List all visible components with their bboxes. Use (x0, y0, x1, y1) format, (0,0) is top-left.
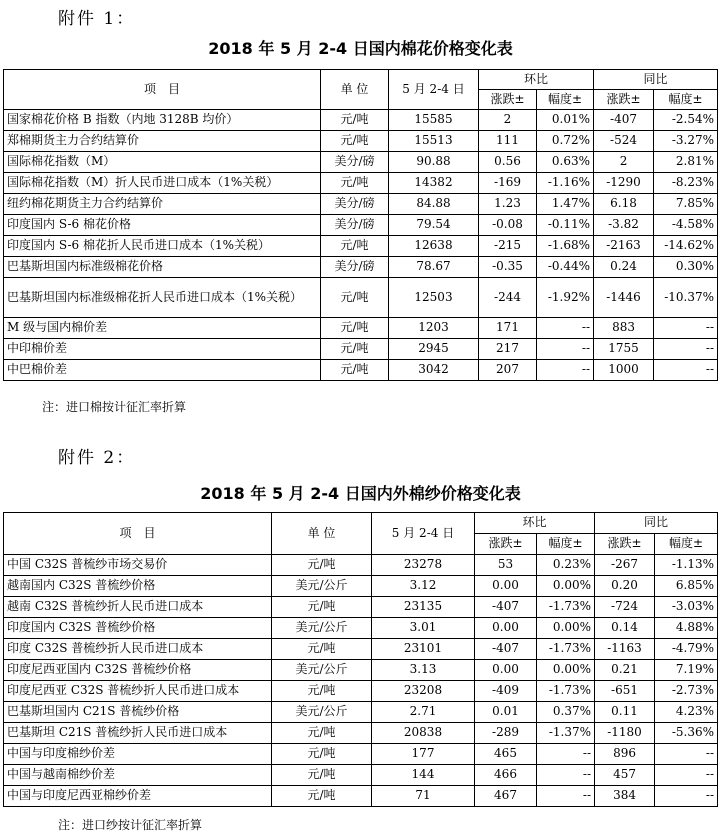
cell-item: 国际棉花指数（M）折人民币进口成本（1%关税） (4, 173, 321, 194)
cell-mom-change: 217 (479, 339, 537, 360)
cell-unit: 美分/磅 (321, 257, 389, 278)
cell-yoy-pct: 2.81% (654, 152, 718, 173)
cell-yoy-pct: 0.30% (654, 257, 718, 278)
cell-yoy-pct: -- (655, 744, 718, 765)
cell-unit: 美元/公斤 (272, 576, 372, 597)
cell-item: 中巴棉价差 (4, 360, 321, 381)
cell-yoy-pct: -- (655, 786, 718, 807)
cell-mom-change: 465 (475, 744, 537, 765)
table-row (4, 639, 718, 660)
annex1-label: 附件 1： (58, 9, 136, 29)
cell-yoy-change: -1446 (594, 278, 654, 318)
cell-mom-pct: -- (537, 339, 594, 360)
cell-value: 12638 (389, 236, 479, 257)
table-row (4, 597, 718, 618)
cell-unit: 元/吨 (321, 173, 389, 194)
cell-mom-change: 207 (479, 360, 537, 381)
header-mom-change: 涨跌± (479, 90, 537, 110)
cell-yoy-pct: -2.73% (655, 681, 718, 702)
cell-yoy-pct: -8.23% (654, 173, 718, 194)
table-row (4, 555, 718, 576)
cell-mom-pct: 0.23% (537, 555, 595, 576)
header-yoy-change: 涨跌± (594, 90, 654, 110)
cell-unit: 元/吨 (272, 723, 372, 744)
cell-mom-change: 53 (475, 555, 537, 576)
table-row (4, 131, 718, 152)
cell-unit: 美元/公斤 (272, 702, 372, 723)
cell-yoy-pct: -- (654, 318, 718, 339)
cell-yoy-change: -3.82 (594, 215, 654, 236)
cell-unit: 元/吨 (272, 639, 372, 660)
cell-unit: 元/吨 (321, 318, 389, 339)
cell-yoy-pct: -- (655, 765, 718, 786)
table-row (4, 360, 718, 381)
cell-mom-pct: -1.73% (537, 597, 595, 618)
cell-item: 国家棉花价格 B 指数（内地 3128B 均价） (4, 110, 321, 131)
cell-unit: 美分/磅 (321, 152, 389, 173)
cell-mom-pct: 0.01% (537, 110, 594, 131)
table-row (4, 318, 718, 339)
cell-yoy-change: 0.24 (594, 257, 654, 278)
table-row (4, 660, 718, 681)
cell-item: 巴基斯坦国内标准级棉花折人民币进口成本（1%关税） (4, 278, 321, 318)
cell-yoy-pct: 7.85% (654, 194, 718, 215)
cell-yoy-pct: -4.58% (654, 215, 718, 236)
cell-item: 国际棉花指数（M） (4, 152, 321, 173)
cell-value: 79.54 (389, 215, 479, 236)
cell-value: 23208 (372, 681, 475, 702)
cell-yoy-change: -2163 (594, 236, 654, 257)
cell-unit: 元/吨 (321, 339, 389, 360)
cell-unit: 美分/磅 (321, 194, 389, 215)
cell-mom-change: -407 (475, 639, 537, 660)
table-row (4, 765, 718, 786)
cell-mom-change: -0.08 (479, 215, 537, 236)
table-row (4, 257, 718, 278)
table-row (4, 339, 718, 360)
cell-yoy-pct: -3.03% (655, 597, 718, 618)
table-row (4, 618, 718, 639)
header-date: 5 月 2-4 日 (389, 70, 479, 110)
cell-item: 中国与印度尼西亚棉纱价差 (4, 786, 272, 807)
cell-yoy-pct: -1.13% (655, 555, 718, 576)
header-item: 项 目 (4, 70, 321, 110)
header-yoy-change: 涨跌± (595, 534, 655, 555)
header-mom: 环比 (479, 70, 594, 90)
cell-yoy-pct: 4.23% (655, 702, 718, 723)
cell-item: 中国 C32S 普梳纱市场交易价 (4, 555, 272, 576)
cell-value: 2.71 (372, 702, 475, 723)
cell-unit: 元/吨 (321, 236, 389, 257)
cell-mom-pct: -- (537, 744, 595, 765)
table-row (4, 744, 718, 765)
cell-mom-change: 0.00 (475, 618, 537, 639)
cell-yoy-change: 0.11 (595, 702, 655, 723)
table-row (4, 215, 718, 236)
table-row (4, 194, 718, 215)
table-row (4, 278, 718, 318)
cell-unit: 美元/公斤 (272, 660, 372, 681)
table-row (4, 786, 718, 807)
cell-mom-pct: -- (537, 765, 595, 786)
cell-item: 印度国内 S-6 棉花价格 (4, 215, 321, 236)
cell-yoy-pct: -- (654, 360, 718, 381)
cell-mom-pct: 0.63% (537, 152, 594, 173)
cell-value: 15513 (389, 131, 479, 152)
cell-yoy-change: -651 (595, 681, 655, 702)
cell-mom-change: 171 (479, 318, 537, 339)
header-unit: 单 位 (321, 70, 389, 110)
cell-value: 3.01 (372, 618, 475, 639)
cell-unit: 元/吨 (272, 555, 372, 576)
cell-mom-pct: -1.16% (537, 173, 594, 194)
cell-mom-pct: 0.00% (537, 618, 595, 639)
cell-mom-change: 466 (475, 765, 537, 786)
header-yoy-pct: 幅度± (654, 90, 718, 110)
cell-mom-pct: -0.44% (537, 257, 594, 278)
cell-value: 144 (372, 765, 475, 786)
cell-unit: 美分/磅 (321, 215, 389, 236)
cell-value: 3.12 (372, 576, 475, 597)
annex1-note: 注：进口棉按计征汇率折算 (42, 400, 187, 414)
yarn-price-table (3, 512, 718, 807)
table-row (4, 576, 718, 597)
table-row (4, 723, 718, 744)
cell-yoy-pct: -- (654, 339, 718, 360)
cell-yoy-change: 0.21 (595, 660, 655, 681)
cell-yoy-change: -524 (594, 131, 654, 152)
cell-yoy-change: 6.18 (594, 194, 654, 215)
cell-yoy-change: 896 (595, 744, 655, 765)
cell-yoy-change: -407 (594, 110, 654, 131)
cell-mom-pct: 0.00% (537, 576, 595, 597)
cell-mom-change: -0.35 (479, 257, 537, 278)
annex2-title: 2018 年 5 月 2-4 日国内外棉纱价格变化表 (200, 484, 521, 503)
cell-unit: 元/吨 (272, 765, 372, 786)
cell-yoy-change: 0.14 (595, 618, 655, 639)
cell-mom-change: 2 (479, 110, 537, 131)
table-row (4, 236, 718, 257)
cell-value: 71 (372, 786, 475, 807)
cell-value: 14382 (389, 173, 479, 194)
cell-item: 印度国内 S-6 棉花折人民币进口成本（1%关税） (4, 236, 321, 257)
cell-yoy-change: 2 (594, 152, 654, 173)
cell-yoy-pct: -10.37% (654, 278, 718, 318)
cell-yoy-change: 883 (594, 318, 654, 339)
cell-mom-pct: 0.37% (537, 702, 595, 723)
cell-mom-change: 0.00 (475, 576, 537, 597)
cell-value: 78.67 (389, 257, 479, 278)
cell-value: 177 (372, 744, 475, 765)
cell-unit: 元/吨 (272, 786, 372, 807)
cell-yoy-change: 384 (595, 786, 655, 807)
table-row (4, 681, 718, 702)
cell-yoy-pct: -4.79% (655, 639, 718, 660)
header-mom-change: 涨跌± (475, 534, 537, 555)
cell-item: 纽约棉花期货主力合约结算价 (4, 194, 321, 215)
cell-unit: 元/吨 (321, 110, 389, 131)
cell-mom-pct: -- (537, 786, 595, 807)
cell-unit: 元/吨 (272, 597, 372, 618)
table-row (4, 702, 718, 723)
cell-item: 巴基斯坦国内 C21S 普梳纱价格 (4, 702, 272, 723)
header-mom-pct: 幅度± (537, 90, 594, 110)
cell-yoy-change: 1755 (594, 339, 654, 360)
cell-item: 中国与印度棉纱价差 (4, 744, 272, 765)
header-mom: 环比 (475, 513, 595, 534)
cell-mom-pct: -1.73% (537, 681, 595, 702)
cell-yoy-change: -1180 (595, 723, 655, 744)
cell-mom-change: -169 (479, 173, 537, 194)
cell-value: 23135 (372, 597, 475, 618)
cell-mom-change: 0.01 (475, 702, 537, 723)
cell-mom-change: -289 (475, 723, 537, 744)
cell-unit: 元/吨 (272, 744, 372, 765)
cell-item: 越南 C32S 普梳纱折人民币进口成本 (4, 597, 272, 618)
cell-mom-change: -407 (475, 597, 537, 618)
cell-mom-pct: -1.92% (537, 278, 594, 318)
cell-value: 15585 (389, 110, 479, 131)
cell-yoy-change: 457 (595, 765, 655, 786)
cell-mom-pct: 1.47% (537, 194, 594, 215)
cell-mom-change: -244 (479, 278, 537, 318)
cell-yoy-pct: 4.88% (655, 618, 718, 639)
cell-value: 3042 (389, 360, 479, 381)
cell-yoy-pct: 7.19% (655, 660, 718, 681)
cell-yoy-change: 1000 (594, 360, 654, 381)
cell-item: 印度国内 C32S 普梳纱价格 (4, 618, 272, 639)
cell-item: 中印棉价差 (4, 339, 321, 360)
cell-value: 2945 (389, 339, 479, 360)
cell-unit: 美元/公斤 (272, 618, 372, 639)
header-yoy-pct: 幅度± (655, 534, 718, 555)
header-unit: 单 位 (272, 513, 372, 555)
cell-yoy-pct: -14.62% (654, 236, 718, 257)
cell-value: 20838 (372, 723, 475, 744)
cell-mom-pct: 0.00% (537, 660, 595, 681)
cell-item: 印度尼西亚 C32S 普梳纱折人民币进口成本 (4, 681, 272, 702)
cell-mom-pct: -1.68% (537, 236, 594, 257)
cell-item: 巴基斯坦国内标准级棉花价格 (4, 257, 321, 278)
header-mom-pct: 幅度± (537, 534, 595, 555)
cell-unit: 元/吨 (321, 131, 389, 152)
cell-value: 23101 (372, 639, 475, 660)
cell-yoy-pct: -3.27% (654, 131, 718, 152)
cell-mom-pct: -0.11% (537, 215, 594, 236)
cell-yoy-change: -267 (595, 555, 655, 576)
cotton-price-table (3, 69, 718, 381)
table-row (4, 173, 718, 194)
cell-yoy-pct: -5.36% (655, 723, 718, 744)
cell-yoy-pct: 6.85% (655, 576, 718, 597)
cell-unit: 元/吨 (321, 360, 389, 381)
annex2-note: 注：进口纱按计征汇率折算 (58, 818, 203, 832)
cell-item: M 级与国内棉价差 (4, 318, 321, 339)
cell-mom-change: 0.00 (475, 660, 537, 681)
cell-item: 郑棉期货主力合约结算价 (4, 131, 321, 152)
cell-yoy-change: -724 (595, 597, 655, 618)
header-yoy: 同比 (595, 513, 718, 534)
cell-item: 越南国内 C32S 普梳纱价格 (4, 576, 272, 597)
cell-item: 印度尼西亚国内 C32S 普梳纱价格 (4, 660, 272, 681)
cell-value: 1203 (389, 318, 479, 339)
cell-item: 中国与越南棉纱价差 (4, 765, 272, 786)
cell-mom-pct: -1.37% (537, 723, 595, 744)
cell-mom-pct: 0.72% (537, 131, 594, 152)
cell-mom-change: 467 (475, 786, 537, 807)
cell-value: 12503 (389, 278, 479, 318)
table-row (4, 110, 718, 131)
cell-mom-change: -215 (479, 236, 537, 257)
cell-item: 巴基斯坦 C21S 普梳纱折人民币进口成本 (4, 723, 272, 744)
cell-value: 90.88 (389, 152, 479, 173)
header-yoy: 同比 (594, 70, 718, 90)
annex2-label: 附件 2： (58, 448, 136, 468)
cell-unit: 元/吨 (272, 681, 372, 702)
cell-value: 3.13 (372, 660, 475, 681)
table-row (4, 152, 718, 173)
cell-yoy-change: 0.20 (595, 576, 655, 597)
cell-yoy-change: -1290 (594, 173, 654, 194)
annex1-title: 2018 年 5 月 2-4 日国内棉花价格变化表 (208, 39, 513, 58)
cell-unit: 元/吨 (321, 278, 389, 318)
cell-value: 23278 (372, 555, 475, 576)
cell-value: 84.88 (389, 194, 479, 215)
cell-mom-change: 0.56 (479, 152, 537, 173)
cell-mom-change: 1.23 (479, 194, 537, 215)
cell-yoy-pct: -2.54% (654, 110, 718, 131)
cell-mom-pct: -- (537, 360, 594, 381)
cell-mom-change: -409 (475, 681, 537, 702)
cell-yoy-change: -1163 (595, 639, 655, 660)
header-item: 项 目 (4, 513, 272, 555)
cell-mom-pct: -- (537, 318, 594, 339)
cell-mom-pct: -1.73% (537, 639, 595, 660)
cell-mom-change: 111 (479, 131, 537, 152)
header-date: 5 月 2-4 日 (372, 513, 475, 555)
cell-item: 印度 C32S 普梳纱折人民币进口成本 (4, 639, 272, 660)
